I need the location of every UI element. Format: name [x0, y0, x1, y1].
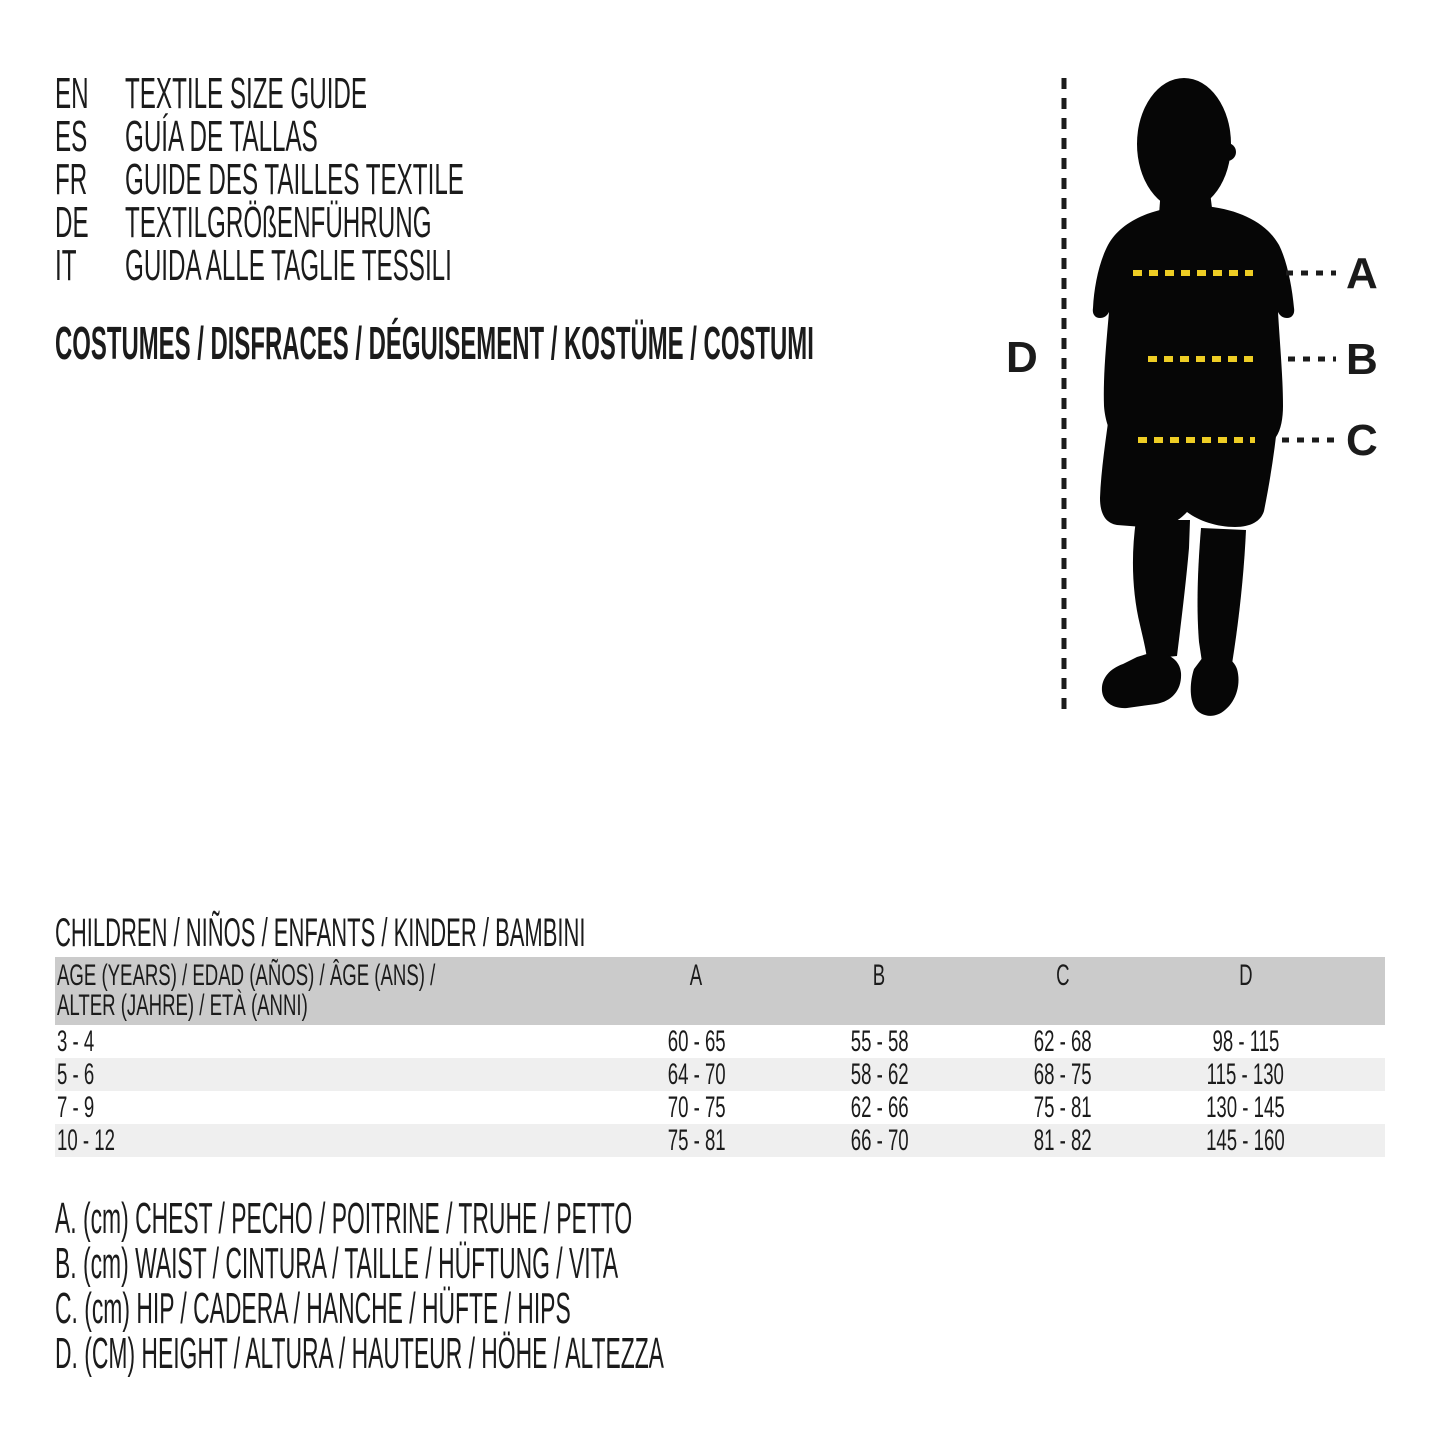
guide-title: GUIDA ALLE TAGLIE TESSILI: [125, 240, 452, 290]
table-row: [55, 1025, 1385, 1058]
hip-label: C: [1346, 416, 1378, 465]
silhouette-torso: [1093, 206, 1294, 442]
age-cell: 5 - 6: [57, 1058, 95, 1091]
language-row: [55, 111, 741, 161]
language-code: FR: [55, 154, 88, 204]
waist-range-cell: 62 - 66: [850, 1091, 909, 1124]
chest-label: A: [1346, 249, 1378, 298]
child-silhouette: [1093, 78, 1294, 716]
language-code: IT: [55, 240, 77, 290]
guide-title: GUÍA DE TALLAS: [125, 111, 318, 161]
hip-range-cell: 68 - 75: [1033, 1058, 1092, 1091]
table-header-row: [55, 957, 1385, 1025]
table-section-title: CHILDREN / NIÑOS / ENFANTS / KINDER / BAMBINI: [55, 910, 586, 955]
legend-chest: A. (cm) CHEST / PECHO / POITRINE / TRUHE / PETTO: [55, 1193, 633, 1243]
chest-range-cell: 70 - 75: [667, 1091, 726, 1124]
silhouette-shorts: [1100, 408, 1278, 527]
age-cell: 3 - 4: [57, 1025, 95, 1058]
age-cell: 10 - 12: [57, 1124, 115, 1157]
language-title-block: [55, 68, 741, 290]
waist-range-cell: 58 - 62: [850, 1058, 909, 1091]
hip-range-cell: 62 - 68: [1033, 1025, 1092, 1058]
hip-range-cell: 81 - 82: [1033, 1124, 1092, 1157]
column-header-c: C: [1055, 959, 1070, 992]
waist-range-cell: 66 - 70: [850, 1124, 909, 1157]
age-header-cell: AGE (YEARS) / EDAD (AÑOS) / ÂGE (ANS) / ALTER (JAHRE) / ETÀ (ANNI): [57, 959, 436, 1022]
age-cell: 7 - 9: [57, 1091, 95, 1124]
chest-range-cell: 64 - 70: [667, 1058, 726, 1091]
chest-range-cell: 75 - 81: [667, 1124, 726, 1157]
language-row: [55, 197, 741, 247]
measurement-figure: [990, 60, 1445, 740]
legend-height: D. (CM) HEIGHT / ALTURA / HAUTEUR / HÖHE / ALTEZZA: [55, 1328, 664, 1378]
language-code: DE: [55, 197, 89, 247]
size-table: [55, 957, 1385, 1157]
language-code: ES: [55, 111, 88, 161]
guide-title: TEXTILGRÖßENFÜHRUNG: [125, 197, 432, 247]
table-row: [55, 1124, 1385, 1157]
guide-title: TEXTILE SIZE GUIDE: [125, 68, 368, 118]
table-row: [55, 1091, 1385, 1124]
column-header-b: B: [873, 959, 886, 992]
legend-hip: C. (cm) HIP / CADERA / HANCHE / HÜFTE / HIPS: [55, 1283, 571, 1333]
legend-waist: B. (cm) WAIST / CINTURA / TAILLE / HÜFTUNG / VITA: [55, 1238, 619, 1288]
height-range-cell: 130 - 145: [1206, 1091, 1285, 1124]
hip-range-cell: 75 - 81: [1033, 1091, 1092, 1124]
table-row: [55, 1058, 1385, 1091]
language-row: [55, 240, 741, 290]
language-row: [55, 154, 741, 204]
column-header-d: D: [1238, 959, 1253, 992]
language-code: EN: [55, 68, 89, 118]
height-label: D: [1006, 333, 1038, 382]
waist-range-cell: 55 - 58: [850, 1025, 909, 1058]
measurement-legend: [55, 1193, 1226, 1378]
chest-range-cell: 60 - 65: [667, 1025, 726, 1058]
height-range-cell: 98 - 115: [1212, 1025, 1279, 1058]
height-range-cell: 115 - 130: [1206, 1058, 1285, 1091]
guide-title: GUIDE DES TAILLES TEXTILE: [125, 154, 464, 204]
language-row: [55, 68, 741, 118]
column-header-a: A: [690, 959, 703, 992]
waist-label: B: [1346, 335, 1378, 384]
height-range-cell: 145 - 160: [1206, 1124, 1285, 1157]
category-title: COSTUMES / DISFRACES / DÉGUISEMENT / KOSTÜME / COSTUMI: [55, 317, 814, 369]
